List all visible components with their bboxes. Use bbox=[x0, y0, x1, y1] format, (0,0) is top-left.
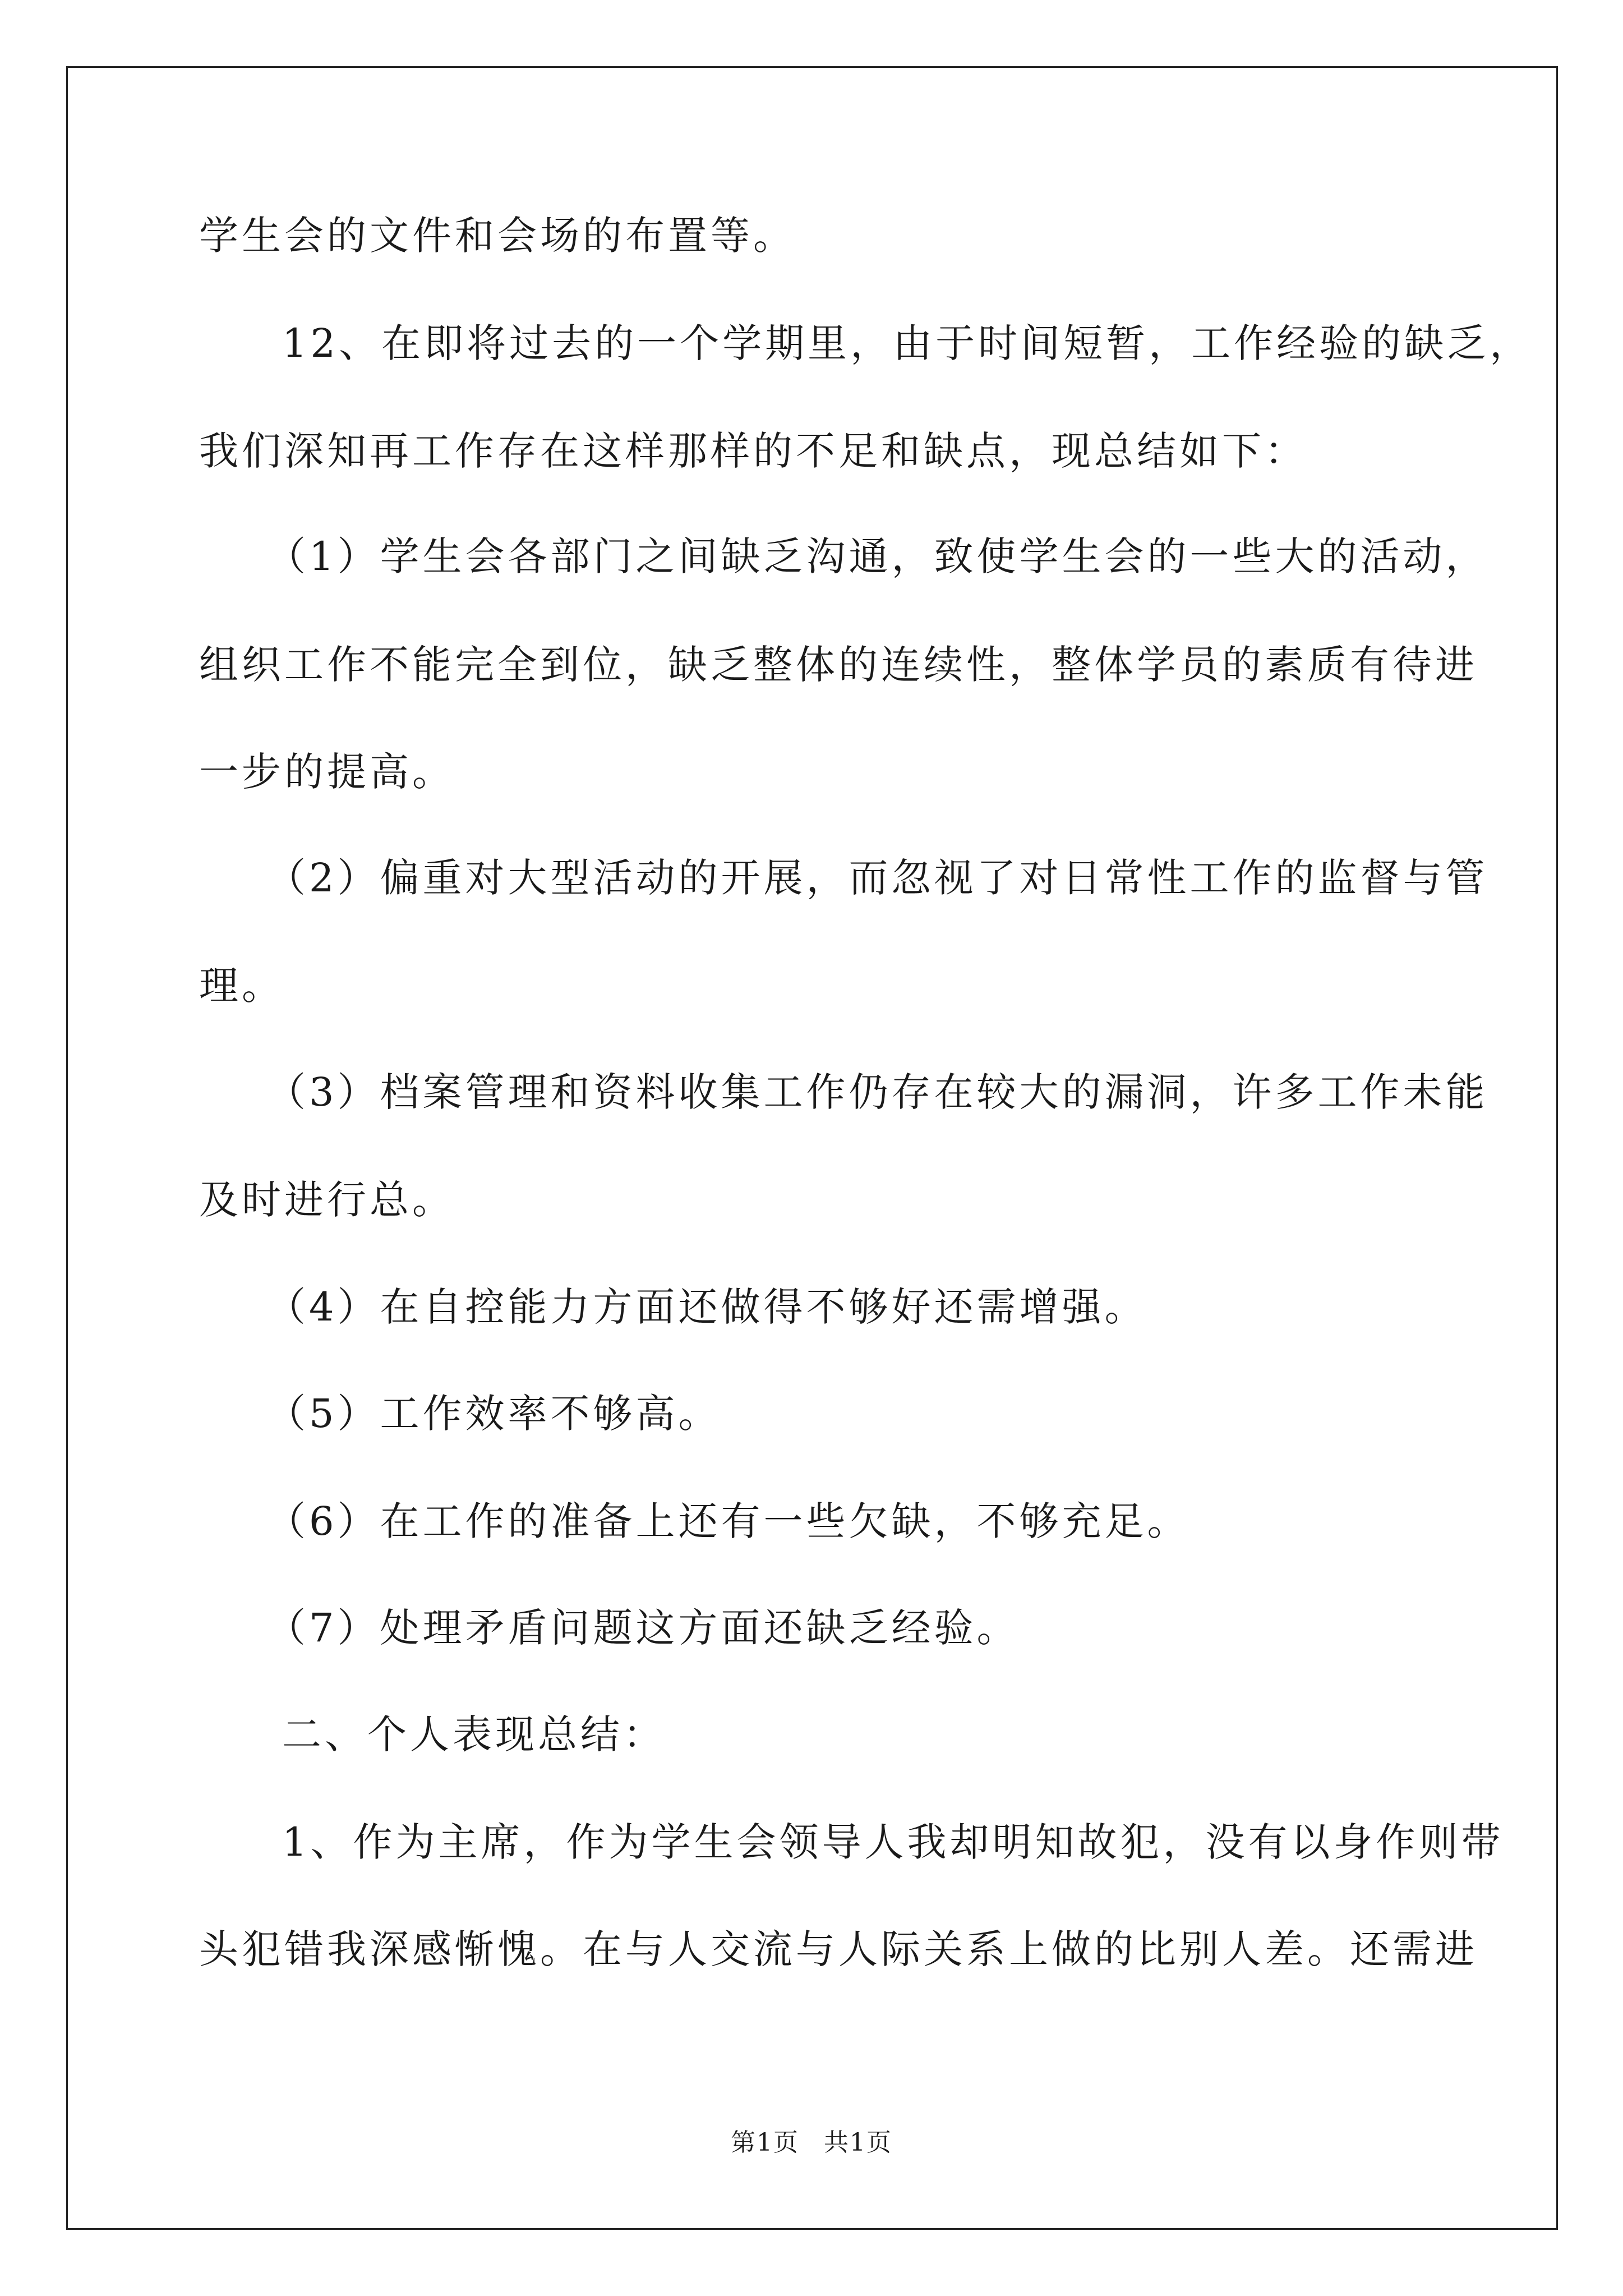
text-line: 一步的提高。 bbox=[199, 749, 455, 795]
text-line: （1）学生会各部门之间缺乏沟通，致使学生会的一些大的活动， bbox=[266, 533, 1488, 579]
text-line: （3）档案管理和资料收集工作仍存在较大的漏洞，许多工作未能 bbox=[266, 1069, 1488, 1115]
text-line: 1、作为主席，作为学生会领导人我却明知故犯，没有以身作则带 bbox=[282, 1819, 1504, 1865]
page-number: 第1页 bbox=[731, 2128, 799, 2157]
page-count: 共1页 bbox=[824, 2128, 892, 2157]
text-line: 及时进行总。 bbox=[199, 1177, 455, 1223]
text-line: （4）在自控能力方面还做得不够好还需增强。 bbox=[266, 1284, 1147, 1330]
text-line: 头犯错我深感惭愧。在与人交流与人际关系上做的比别人差。还需进 bbox=[199, 1926, 1478, 1972]
text-line: 理。 bbox=[199, 963, 284, 1009]
text-line: 12、在即将过去的一个学期里，由于时间短暂，工作经验的缺乏， bbox=[282, 320, 1533, 366]
section-heading: 二、个人表现总结： bbox=[282, 1711, 666, 1757]
text-line: （2）偏重对大型活动的开展，而忽视了对日常性工作的监督与管 bbox=[266, 855, 1488, 901]
text-line: （6）在工作的准备上还有一些欠缺，不够充足。 bbox=[266, 1498, 1190, 1544]
text-line: 学生会的文件和会场的布置等。 bbox=[199, 213, 796, 259]
text-line: （7）处理矛盾问题这方面还缺乏经验。 bbox=[266, 1605, 1020, 1651]
text-line: （5）工作效率不够高。 bbox=[266, 1391, 721, 1437]
page-border bbox=[66, 66, 1558, 2230]
text-line: 组织工作不能完全到位，缺乏整体的连续性，整体学员的素质有待进 bbox=[199, 642, 1478, 688]
text-line: 我们深知再工作存在这样那样的不足和缺点，现总结如下： bbox=[199, 428, 1307, 474]
page-footer bbox=[0, 2129, 1623, 2157]
